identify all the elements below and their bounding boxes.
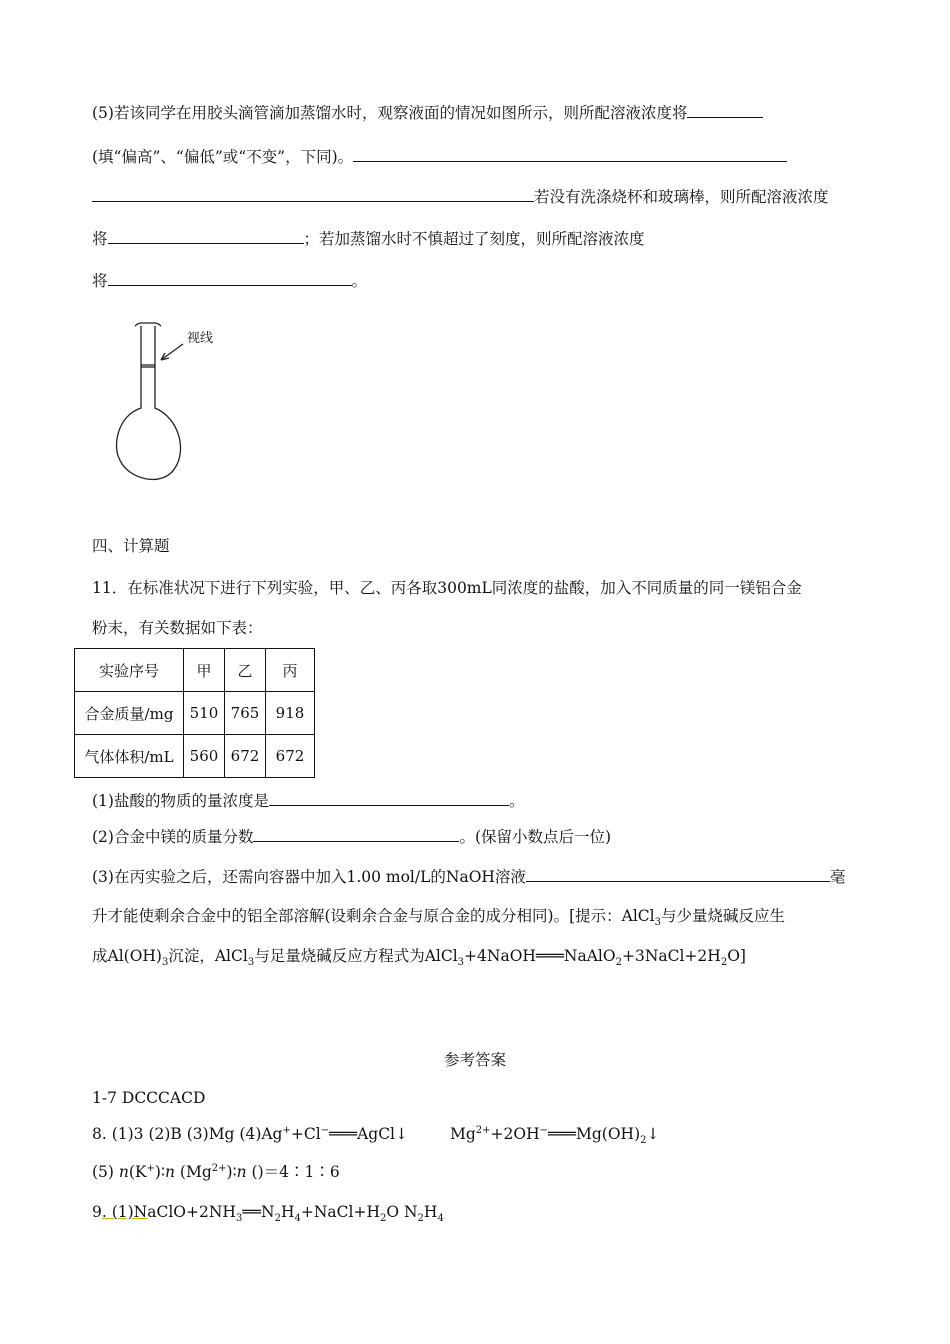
table-row xyxy=(75,735,315,778)
text-run: (K xyxy=(128,1163,147,1181)
q11-sub-1 xyxy=(92,790,524,811)
q11-sub-1-end: 。 xyxy=(508,792,525,810)
text-run: . (1)N xyxy=(101,1203,148,1221)
flask-body xyxy=(117,326,181,479)
subscript: 3 xyxy=(654,917,661,929)
subscript: 2 xyxy=(274,1213,281,1225)
text-run: 升才能使剩余合金中的铝全部溶解(设剩余合金与原合金的成分相同)。[提示：AlCl xyxy=(92,907,655,925)
subscript: 3 xyxy=(457,957,465,969)
q5-text-1: (5)若该同学在用胶头滴管滴加蒸馏水时，观察液面的情况如图所示，则所配溶液浓度将 xyxy=(92,104,688,122)
superscript: + xyxy=(146,1162,155,1174)
q5-line-2 xyxy=(92,146,787,167)
text-run: ═══Mg(OH) xyxy=(548,1125,641,1143)
text-run: O N xyxy=(386,1203,418,1221)
text-run: Mg xyxy=(450,1125,476,1143)
text-run: )∶ xyxy=(154,1163,165,1181)
subscript: 2 xyxy=(640,1135,647,1147)
answer-blank[interactable] xyxy=(253,826,459,842)
text-run: )∶ xyxy=(226,1163,237,1181)
subscript: 3 xyxy=(247,957,255,969)
text-run: H xyxy=(280,1203,295,1221)
q5-text-3: 若没有洗涤烧杯和玻璃棒，则所配溶液浓度 xyxy=(534,188,829,206)
table-header-cell: 甲 xyxy=(184,649,225,692)
text-run: H xyxy=(423,1203,438,1221)
text-run: +2OH xyxy=(490,1125,540,1143)
subscript: 2 xyxy=(417,1213,424,1225)
variable-n: n xyxy=(165,1163,175,1181)
answer-blank[interactable] xyxy=(687,102,763,118)
text-run: O] xyxy=(727,947,746,965)
q11-sub-2 xyxy=(92,826,611,847)
data-table xyxy=(74,648,315,778)
superscript: 2+ xyxy=(475,1124,491,1136)
text-run: 与少量烧碱反应生 xyxy=(661,907,786,925)
q5-line-4 xyxy=(92,228,645,249)
q5-line-3 xyxy=(92,186,829,207)
text-run: 8. (1)3 (2)B (3)Mg (4)Ag xyxy=(92,1125,283,1143)
table-header-cell: 实验序号 xyxy=(75,649,184,692)
q5-line-1 xyxy=(92,102,763,123)
sightline-label: 视线 xyxy=(187,331,214,346)
q5-line-5 xyxy=(92,270,367,291)
answer-blank[interactable] xyxy=(353,146,787,162)
text-run: ══N xyxy=(242,1203,275,1221)
text-run: 成Al(OH) xyxy=(92,947,162,965)
volumetric-flask-figure xyxy=(105,318,305,493)
q11-sub-3-line-3 xyxy=(92,946,746,969)
variable-n: n xyxy=(236,1163,247,1181)
superscript: 2+ xyxy=(211,1162,227,1174)
q5-text-4b: ；若加蒸馏水时不慎超过了刻度，则所配溶液浓度 xyxy=(303,230,645,248)
subscript: 2 xyxy=(720,957,728,969)
answer-blank[interactable] xyxy=(526,866,830,882)
answer-blank[interactable] xyxy=(108,228,304,244)
table-row xyxy=(75,649,315,692)
q11-sub-3-unit: 毫 xyxy=(829,868,846,886)
text-run: +3NaCl+2H xyxy=(621,947,721,965)
answer-blank[interactable] xyxy=(108,270,352,286)
answers-title: 参考答案 xyxy=(443,1051,506,1069)
table-cell: 气体体积/mL xyxy=(75,735,184,778)
section-title: 四、计算题 xyxy=(92,537,170,555)
q11-line-1: 11．在标准状况下进行下列实验，甲、乙、丙各取300mL同浓度的盐酸，加入不同质量的同一镁铝合金 xyxy=(92,579,802,597)
table-header-cell: 乙 xyxy=(225,649,266,692)
flask-lip xyxy=(135,323,161,326)
answer-8-5 xyxy=(92,1162,340,1182)
text-run: (5) xyxy=(92,1163,119,1181)
q5-text-5b: 。 xyxy=(351,272,368,290)
superscript: − xyxy=(539,1124,549,1136)
subscript: 2 xyxy=(615,957,622,969)
sightline-arrow xyxy=(161,344,183,360)
table-row xyxy=(75,692,315,735)
table-header-cell: 丙 xyxy=(266,649,315,692)
q5-text-5a: 将 xyxy=(92,272,108,290)
text-run: aClO+2NH xyxy=(147,1203,236,1221)
subscript: 4 xyxy=(294,1213,301,1225)
variable-n: n xyxy=(118,1163,129,1181)
table-cell: 918 xyxy=(266,692,315,735)
q11-sub-3-text: (3)在丙实验之后，还需向容器中加入1.00 mol/L的NaOH溶液 xyxy=(92,868,526,886)
q11-line-2: 粉末，有关数据如下表： xyxy=(92,619,263,637)
table-cell: 510 xyxy=(184,692,225,735)
text-run: +NaCl+H xyxy=(300,1203,380,1221)
text-run: 沉淀，AlCl xyxy=(168,947,248,965)
q5-text-2: (填“偏高”、“偏低”或“不变”，下同)。 xyxy=(92,148,354,166)
answer-blank[interactable] xyxy=(269,790,509,806)
text-run: +4NaOH═══NaAlO xyxy=(464,947,616,965)
text-run: 9 xyxy=(92,1203,102,1221)
subscript: 4 xyxy=(437,1213,444,1225)
q5-text-4a: 将 xyxy=(92,230,108,248)
answer-1-7: 1-7 DCCCACD xyxy=(92,1089,206,1107)
text-run: 与足量烧碱反应方程式为AlCl xyxy=(254,947,458,965)
text-run: ═══AgCl↓ xyxy=(329,1125,408,1143)
table-cell: 765 xyxy=(225,692,266,735)
answer-blank[interactable] xyxy=(92,186,534,202)
q11-sub-3-line-1 xyxy=(92,866,845,887)
text-run: ↓ xyxy=(646,1125,660,1143)
q11-sub-2-text: (2)合金中镁的质量分数 xyxy=(92,828,254,846)
table-cell: 672 xyxy=(225,735,266,778)
answer-9 xyxy=(92,1202,444,1225)
table-cell: 560 xyxy=(184,735,225,778)
q11-sub-2-end: 。(保留小数点后一位) xyxy=(459,828,612,846)
text-run: +Cl xyxy=(290,1125,321,1143)
subscript: 3 xyxy=(235,1213,243,1225)
text-run: ()＝4∶1∶6 xyxy=(246,1163,340,1181)
table-cell: 合金质量/mg xyxy=(75,692,184,735)
superscript: + xyxy=(282,1124,291,1136)
answer-8 xyxy=(92,1124,660,1147)
table-cell: 672 xyxy=(266,735,315,778)
subscript: 3 xyxy=(161,957,169,969)
q11-sub-3-line-2 xyxy=(92,906,786,929)
text-run: (Mg xyxy=(174,1163,212,1181)
subscript: 2 xyxy=(379,1213,387,1225)
q11-sub-1-text: (1)盐酸的物质的量浓度是 xyxy=(92,792,269,810)
superscript: − xyxy=(320,1124,330,1136)
